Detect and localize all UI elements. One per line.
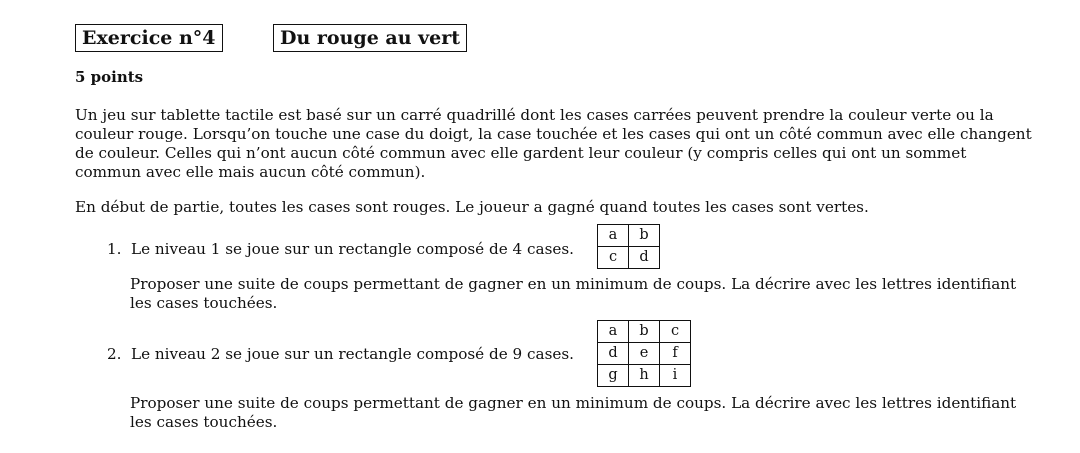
grid-cell: e: [629, 343, 660, 365]
points-label: 5 points: [75, 68, 144, 86]
item-2-number: 2.: [107, 345, 122, 363]
grid-cell: i: [660, 365, 691, 387]
grid-cell: d: [629, 247, 660, 269]
item-1-instruction: Proposer une suite de coups permettant de gagner en un minimum de coups. La décrire avec les lettres identifiant les cases touchées.: [130, 275, 1017, 312]
exercise-label: Exercice n°4: [75, 24, 223, 52]
grid-cell: b: [629, 225, 660, 247]
exercise-title: Du rouge au vert: [273, 24, 467, 52]
grid-cell: g: [598, 365, 629, 387]
level-2-grid: [597, 320, 691, 387]
grid-cell: a: [598, 225, 629, 247]
item-1-number: 1.: [107, 240, 122, 258]
grid-cell: f: [660, 343, 691, 365]
grid-cell: c: [598, 247, 629, 269]
start-paragraph: En début de partie, toutes les cases sont rouges. Le joueur a gagné quand toutes les cases sont vertes.: [75, 198, 869, 216]
item-1-text: Le niveau 1 se joue sur un rectangle composé de 4 cases.: [131, 240, 574, 258]
item-2-instruction: Proposer une suite de coups permettant de gagner en un minimum de coups. La décrire avec les lettres identifiant les cases touchées.: [130, 394, 1017, 431]
grid-cell: d: [598, 343, 629, 365]
grid-cell: a: [598, 321, 629, 343]
intro-paragraph: Un jeu sur tablette tactile est basé sur un carré quadrillé dont les cases carrées peuvent prendre la couleur verte ou la couleur rouge. Lorsqu’on touche une case du doigt, la case touchée et les cases qui ont un côté commun avec elle changent de couleur. Celles qui n’ont aucun côté commun avec elle gardent leur couleur (y compris celles qui ont un sommet commun avec elle mais aucun côté commun).: [75, 106, 1032, 181]
level-1-grid: [597, 224, 660, 269]
grid-cell: b: [629, 321, 660, 343]
item-2-text: Le niveau 2 se joue sur un rectangle composé de 9 cases.: [131, 345, 574, 363]
grid-cell: c: [660, 321, 691, 343]
grid-cell: h: [629, 365, 660, 387]
